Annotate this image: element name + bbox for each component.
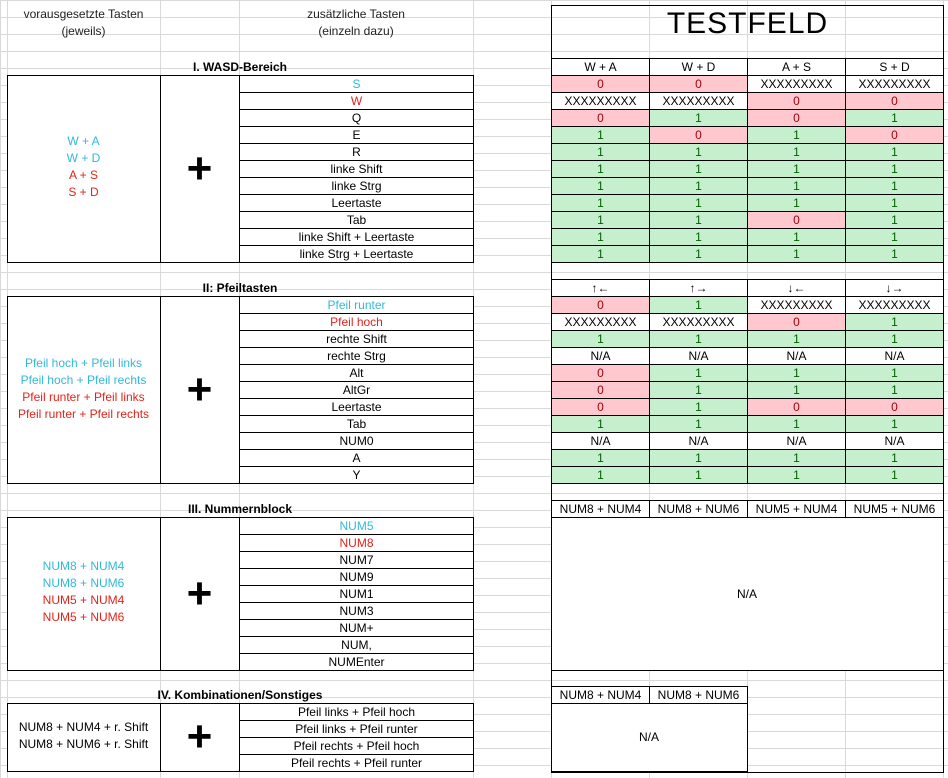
result-cell: N/A (649, 347, 748, 365)
prerequisite-list (7, 355, 160, 423)
additional-key-cell: Y (239, 466, 474, 484)
section-title-s3: III. Nummernblock (187, 501, 293, 516)
testfeld-column-header: NUM8 + NUM4 (551, 686, 650, 704)
result-cell: 1 (845, 211, 944, 229)
result-cell: 1 (747, 330, 846, 348)
testfeld-arrow-header: ↓← (747, 279, 846, 297)
additional-key-cell: Leertaste (239, 194, 474, 212)
result-cell: 1 (551, 143, 650, 161)
result-cell: 0 (747, 109, 846, 127)
result-cell: 1 (649, 228, 748, 246)
result-cell: 1 (845, 194, 944, 212)
result-cell: 0 (747, 92, 846, 110)
prerequisite-combo: NUM5 + NUM4 (42, 593, 125, 607)
result-cell: 1 (747, 160, 846, 178)
na-label: N/A (736, 586, 757, 601)
testfeld-column-header: NUM5 + NUM6 (845, 500, 944, 518)
result-cell: XXXXXXXXX (649, 92, 748, 110)
prerequisite-list (7, 133, 160, 201)
additional-key-cell: Pfeil rechts + Pfeil runter (239, 754, 474, 772)
additional-key-cell: AltGr (239, 381, 474, 399)
result-cell: 1 (747, 245, 846, 263)
testfeld-title: TESTFELD (666, 7, 829, 40)
additional-key-cell: Alt (239, 364, 474, 382)
testfeld-column-header: NUM5 + NUM4 (747, 500, 846, 518)
result-cell: 0 (649, 75, 748, 93)
result-cell: 1 (649, 160, 748, 178)
result-cell: 1 (845, 449, 944, 467)
result-cell: 1 (551, 466, 650, 484)
result-cell: 1 (845, 143, 944, 161)
prerequisite-list (7, 719, 160, 753)
column-header-prerequisites (7, 6, 160, 40)
result-cell: 1 (649, 449, 748, 467)
section-title-s2: II: Pfeiltasten (202, 280, 278, 295)
result-cell: 1 (845, 177, 944, 195)
additional-key-cell: Pfeil runter (239, 296, 474, 314)
prerequisite-combo: NUM8 + NUM6 + r. Shift (18, 737, 149, 751)
result-cell: 1 (649, 109, 748, 127)
result-cell: 1 (551, 449, 650, 467)
additional-key-cell: linke Shift + Leertaste (239, 228, 474, 246)
result-cell: 1 (845, 313, 944, 331)
additional-key-cell: Q (239, 109, 474, 127)
result-cell: 0 (747, 313, 846, 331)
result-cell: 1 (747, 381, 846, 399)
additional-key-cell: E (239, 126, 474, 144)
result-cell: 1 (649, 194, 748, 212)
additional-key-cell: linke Shift (239, 160, 474, 178)
result-cell: 0 (747, 211, 846, 229)
prerequisite-combo: S + D (68, 185, 99, 199)
additional-key-cell: NUM0 (239, 432, 474, 450)
result-cell: 1 (649, 466, 748, 484)
prerequisite-combo: NUM8 + NUM4 + r. Shift (18, 720, 149, 734)
section-title-s4: IV. Kombinationen/Sonstiges (157, 687, 323, 702)
result-cell: 1 (649, 381, 748, 399)
result-cell: 1 (747, 415, 846, 433)
additional-key-cell: Tab (239, 415, 474, 433)
header-label: vorausgesetzte Tasten (23, 7, 144, 21)
result-cell: 1 (845, 364, 944, 382)
additional-key-cell: NUM8 (239, 534, 474, 552)
prerequisite-combo: NUM8 + NUM6 (42, 576, 125, 590)
header-sublabel: (jeweils) (61, 24, 106, 38)
result-cell: N/A (845, 347, 944, 365)
result-cell: 1 (551, 330, 650, 348)
result-cell: N/A (551, 347, 650, 365)
result-cell: 1 (551, 160, 650, 178)
additional-key-cell: Leertaste (239, 398, 474, 416)
testfeld-column-header: W + D (649, 58, 748, 76)
prerequisite-combo: Pfeil runter + Pfeil links (22, 390, 145, 404)
result-cell: XXXXXXXXX (845, 296, 944, 314)
result-cell: 1 (551, 211, 650, 229)
additional-key-cell: NUM9 (239, 568, 474, 586)
result-cell: 0 (551, 296, 650, 314)
additional-key-cell: NUM5 (239, 517, 474, 535)
result-cell: XXXXXXXXX (551, 313, 650, 331)
prerequisite-combo: Pfeil hoch + Pfeil rechts (20, 373, 147, 387)
prerequisite-list (7, 558, 160, 626)
testfeld-column-header: A + S (747, 58, 846, 76)
result-cell: N/A (747, 347, 846, 365)
result-cell: 1 (845, 109, 944, 127)
additional-key-cell: rechte Shift (239, 330, 474, 348)
result-cell: 0 (551, 381, 650, 399)
result-cell: N/A (747, 432, 846, 450)
column-header-additional (239, 6, 473, 40)
testfeld-arrow-header: ↑← (551, 279, 650, 297)
result-cell: 1 (551, 126, 650, 144)
result-cell: 1 (649, 211, 748, 229)
additional-key-cell: Pfeil hoch (239, 313, 474, 331)
plus-sign: + (186, 364, 213, 414)
header-sublabel: (einzeln dazu) (318, 24, 394, 38)
result-cell: 1 (747, 228, 846, 246)
result-cell: 0 (845, 126, 944, 144)
additional-key-cell: W (239, 92, 474, 110)
result-cell: 1 (747, 466, 846, 484)
result-cell: 1 (649, 330, 748, 348)
prerequisite-combo: W + A (67, 134, 100, 148)
result-cell: XXXXXXXXX (845, 75, 944, 93)
result-cell: 1 (747, 143, 846, 161)
testfeld-column-header: W + A (551, 58, 650, 76)
additional-key-cell: rechte Strg (239, 347, 474, 365)
result-cell: 1 (551, 415, 650, 433)
additional-key-cell: linke Strg (239, 177, 474, 195)
result-cell: 1 (551, 228, 650, 246)
result-cell: 1 (649, 415, 748, 433)
plus-sign: + (186, 568, 213, 618)
result-cell: 1 (845, 381, 944, 399)
result-cell: 0 (845, 92, 944, 110)
result-cell: 1 (747, 194, 846, 212)
testfeld-column-header: NUM8 + NUM4 (551, 500, 650, 518)
result-cell: 1 (845, 245, 944, 263)
result-cell: N/A (649, 432, 748, 450)
testfeld-column-header: NUM8 + NUM6 (649, 500, 748, 518)
result-cell: 1 (747, 449, 846, 467)
prerequisite-combo: A + S (68, 168, 99, 182)
testfeld-arrow-header: ↓→ (845, 279, 944, 297)
testfeld-column-header: S + D (845, 58, 944, 76)
result-cell: 1 (649, 398, 748, 416)
result-cell: 1 (845, 415, 944, 433)
result-cell: 0 (551, 364, 650, 382)
result-cell: 0 (747, 398, 846, 416)
header-label: zusätzliche Tasten (307, 7, 405, 21)
additional-key-cell: Tab (239, 211, 474, 229)
additional-key-cell: NUM3 (239, 602, 474, 620)
additional-key-cell: NUM+ (239, 619, 474, 637)
result-cell: 1 (747, 126, 846, 144)
prerequisite-combo: NUM8 + NUM4 (42, 559, 125, 573)
additional-key-cell: NUM1 (239, 585, 474, 603)
result-cell: N/A (845, 432, 944, 450)
result-cell: 1 (551, 245, 650, 263)
additional-key-cell: linke Strg + Leertaste (239, 245, 474, 263)
prerequisite-combo: NUM5 + NUM6 (42, 610, 125, 624)
prerequisite-combo: W + D (66, 151, 101, 165)
result-cell: XXXXXXXXX (747, 296, 846, 314)
result-cell: 0 (649, 126, 748, 144)
plus-sign: + (186, 712, 213, 761)
additional-key-cell: Pfeil links + Pfeil runter (239, 720, 474, 738)
result-cell: XXXXXXXXX (551, 92, 650, 110)
result-cell: 1 (845, 160, 944, 178)
result-cell: 1 (845, 228, 944, 246)
result-cell: 0 (551, 398, 650, 416)
additional-key-cell: R (239, 143, 474, 161)
result-cell: N/A (551, 432, 650, 450)
additional-key-cell: Pfeil rechts + Pfeil hoch (239, 737, 474, 755)
additional-key-cell: Pfeil links + Pfeil hoch (239, 703, 474, 721)
additional-key-cell: S (239, 75, 474, 93)
additional-key-cell: A (239, 449, 474, 467)
result-cell: 1 (649, 296, 748, 314)
result-cell: 1 (649, 143, 748, 161)
na-label: N/A (638, 730, 659, 744)
result-cell: 1 (649, 245, 748, 263)
result-cell: 1 (845, 466, 944, 484)
result-cell: 1 (747, 177, 846, 195)
testfeld-column-header: NUM8 + NUM6 (649, 686, 748, 704)
additional-key-cell: NUM7 (239, 551, 474, 569)
result-cell: 0 (551, 109, 650, 127)
prerequisite-combo: Pfeil hoch + Pfeil links (24, 356, 143, 370)
result-cell: 1 (649, 177, 748, 195)
result-cell: 1 (747, 364, 846, 382)
result-cell: 1 (551, 177, 650, 195)
testfeld-arrow-header: ↑→ (649, 279, 748, 297)
result-cell: 0 (551, 75, 650, 93)
additional-key-cell: NUMEnter (239, 653, 474, 671)
result-cell: 1 (845, 330, 944, 348)
result-cell: 1 (551, 194, 650, 212)
result-cell: 1 (649, 364, 748, 382)
result-cell: XXXXXXXXX (649, 313, 748, 331)
additional-key-cell: NUM, (239, 636, 474, 654)
result-cell: XXXXXXXXX (747, 75, 846, 93)
plus-sign: + (186, 143, 213, 193)
section-title-s1: I. WASD-Bereich (192, 59, 288, 74)
result-cell: 0 (845, 398, 944, 416)
prerequisite-combo: Pfeil runter + Pfeil rechts (17, 407, 150, 421)
